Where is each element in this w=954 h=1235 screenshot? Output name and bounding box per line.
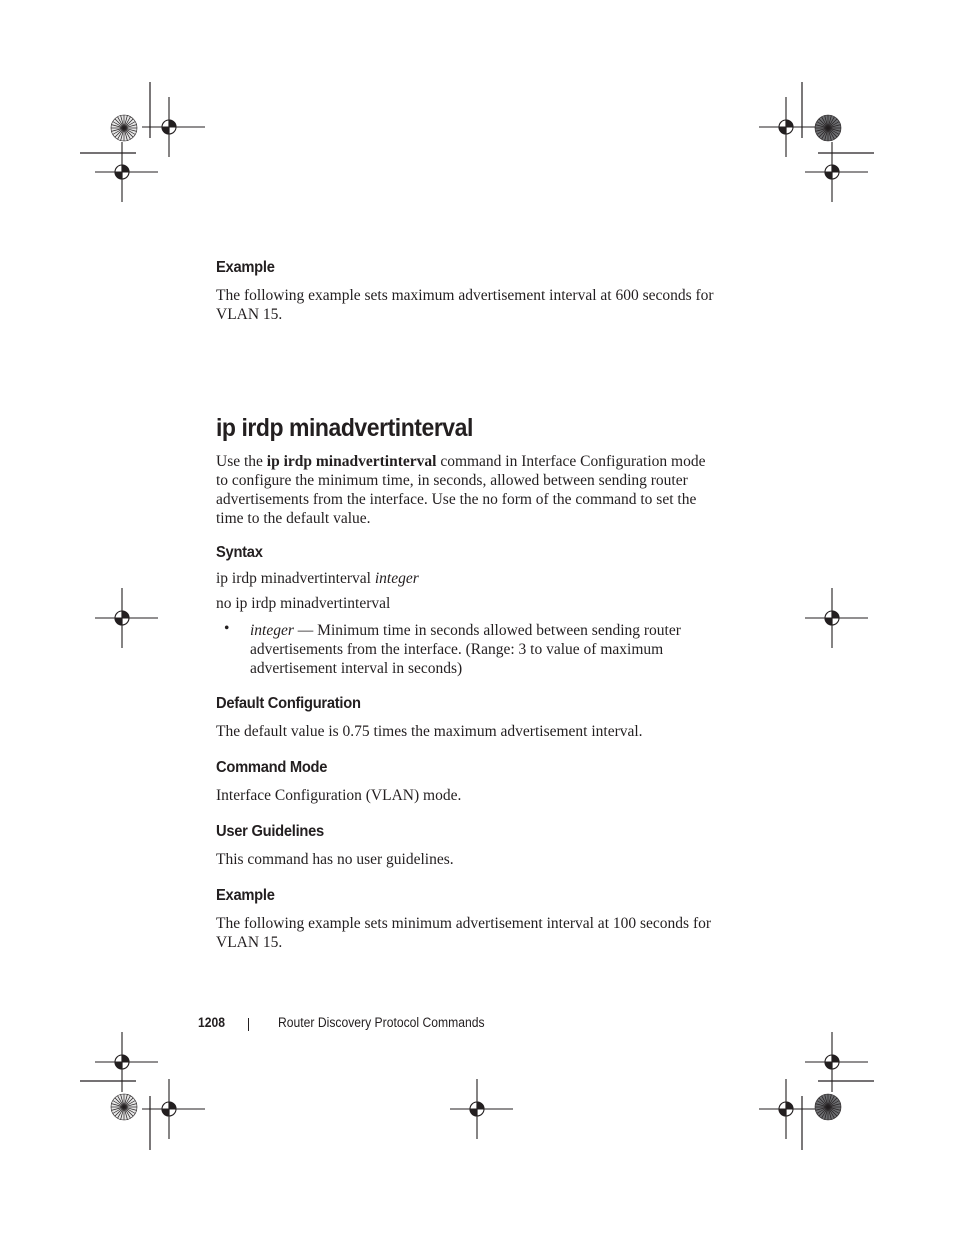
intro-post: command in Interface Configuration mode to configure the minimum time, in seconds, allowed between sending router advertisements from the interface. Use the no form of the command to set the time to the default value.: [216, 453, 706, 527]
command-mode-text: Interface Configuration (VLAN) mode.: [216, 787, 462, 804]
example-text: The following example sets minimum advertisement interval at 100 seconds for VLAN 15.: [216, 915, 712, 951]
default-config-text: The default value is 0.75 times the maximum advertisement interval.: [216, 723, 643, 740]
registration-mark: [805, 1032, 868, 1092]
command-intro: [216, 452, 716, 528]
registration-mark: [95, 1032, 158, 1092]
command-mode-heading: Command Mode: [216, 759, 328, 776]
color-dial-mark: [815, 115, 841, 141]
footer-separator: [248, 1018, 249, 1031]
registration-mark: [95, 588, 158, 648]
example-heading-top: Example: [216, 259, 275, 276]
syntax-argument: integer: [374, 570, 419, 587]
page-number: 1208: [198, 1015, 226, 1030]
user-guidelines-heading: User Guidelines: [216, 823, 324, 840]
registration-mark: [759, 97, 822, 157]
example-heading: Example: [216, 887, 275, 904]
user-guidelines-text: This command has no user guidelines.: [216, 851, 454, 868]
example-text-top: The following example sets maximum advertisement interval at 600 seconds for VLAN 15.: [216, 287, 714, 323]
registration-mark: [805, 142, 868, 202]
color-dial-mark: [815, 1094, 841, 1120]
registration-mark: [142, 97, 205, 157]
registration-mark: [759, 1079, 822, 1139]
registration-mark: [95, 142, 158, 202]
syntax-parameter: [250, 621, 720, 678]
syntax-line-2: no ip irdp minadvertinterval: [216, 595, 391, 612]
registration-mark: [142, 1079, 205, 1139]
intro-command: ip irdp minadvertinterval: [266, 453, 437, 470]
bullet-marker: •: [224, 620, 230, 637]
footer-section-title: Router Discovery Protocol Commands: [278, 1015, 485, 1030]
color-dial-mark: [111, 115, 137, 141]
syntax-heading: Syntax: [216, 544, 263, 561]
default-config-heading: Default Configuration: [216, 695, 361, 712]
color-dial-mark: [111, 1094, 137, 1120]
parameter-term: integer: [250, 622, 294, 639]
registration-mark: [805, 588, 868, 648]
registration-mark: [450, 1079, 513, 1139]
command-title: ip irdp minadvertinterval: [216, 414, 473, 442]
intro-pre: Use the: [216, 453, 267, 470]
parameter-description: — Minimum time in seconds allowed between sending router advertisements from the interface. (Range: 3 to value of maximum advertisement interval in seconds): [250, 622, 681, 677]
syntax-command: ip irdp minadvertinterval: [216, 570, 371, 587]
syntax-line-1: [216, 570, 419, 588]
